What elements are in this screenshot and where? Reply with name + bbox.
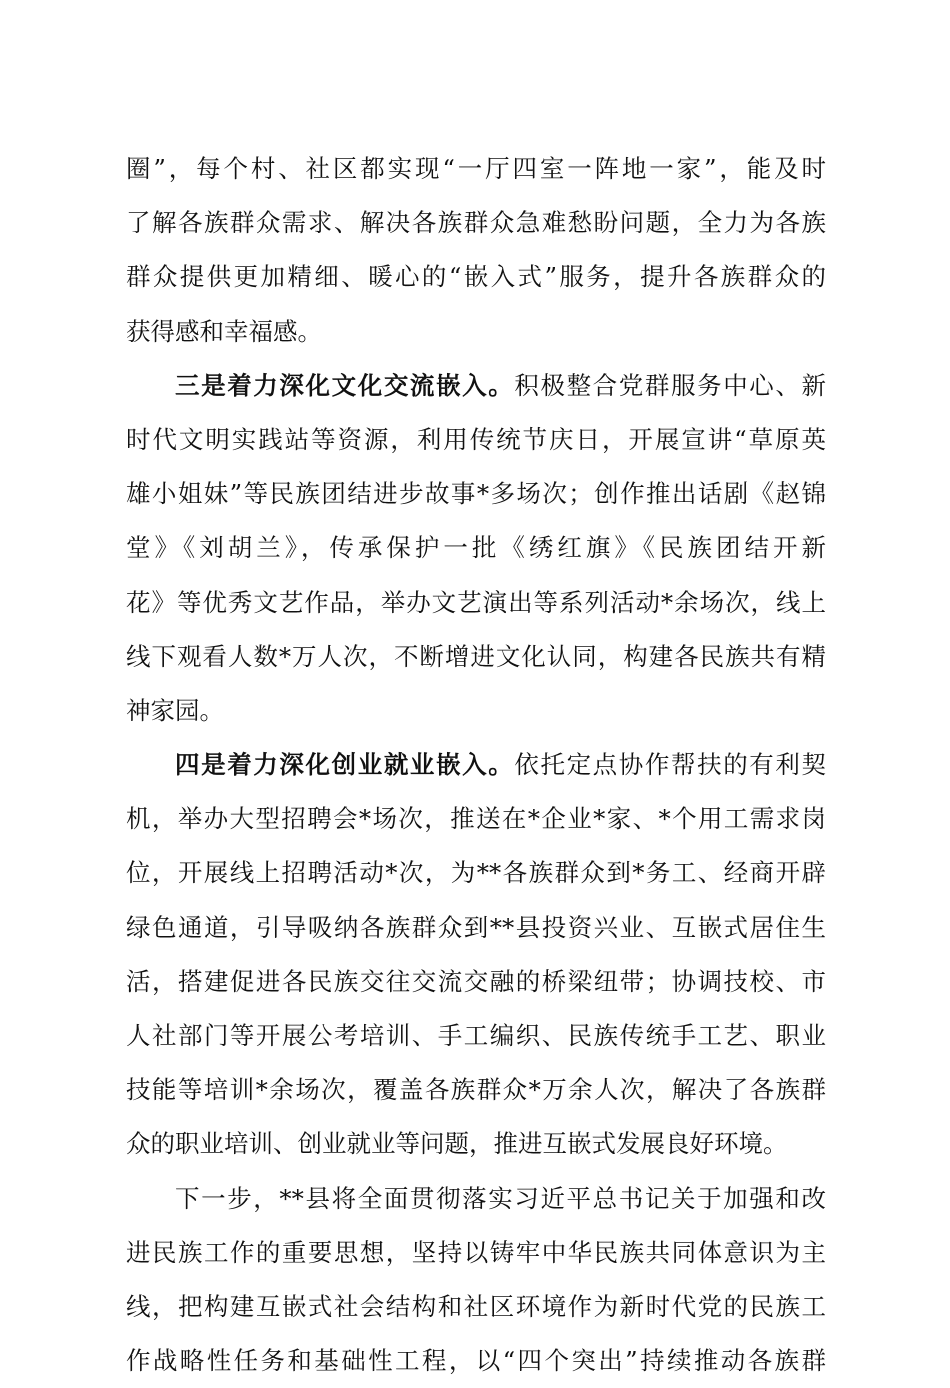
text-line: 活，搭建促进各民族交往交流交融的桥梁纽带；协调技校、市 — [126, 966, 826, 996]
text-line: 神家园。 — [126, 695, 224, 725]
text-line: 众的职业培训、创业就业等问题，推进互嵌式发展良好环境。 — [126, 1129, 788, 1159]
text-line: 花》等优秀文艺作品，举办文艺演出等系列活动*余场次，线上 — [126, 587, 826, 617]
text-line: 线下观看人数*万人次，不断增进文化认同，构建各民族共有精 — [126, 641, 826, 671]
text-line: 线，把构建互嵌式社会结构和社区环境作为新时代党的民族工 — [126, 1291, 826, 1321]
paragraph-lead-heading: 四是着力深化创业就业嵌入。 — [175, 750, 515, 780]
text-line: 时代文明实践站等资源，利用传统节庆日，开展宣讲“草原英 — [126, 424, 826, 454]
document-body — [126, 142, 826, 1388]
text-line: 获得感和幸福感。 — [126, 316, 322, 346]
text-line: 进民族工作的重要思想，坚持以铸牢中华民族共同体意识为主 — [126, 1237, 826, 1267]
text-line: 作战略性任务和基础性工程，以“四个突出”持续推动各族群 — [126, 1346, 826, 1376]
text-line: 堂》《刘胡兰》，传承保护一批《绣红旗》《民族团结开新 — [126, 533, 826, 563]
text-line: 雄小姐妹”等民族团结进步故事*多场次；创作推出话剧《赵锦 — [126, 479, 826, 509]
text-line: 了解各族群众需求、解决各族群众急难愁盼问题，全力为各族 — [126, 208, 826, 238]
text-line: 绿色通道，引导吸纳各族群众到**县投资兴业、互嵌式居住生 — [126, 912, 826, 942]
text-line: 群众提供更加精细、暖心的“嵌入式”服务，提升各族群众的 — [126, 262, 826, 292]
text-line: 圈”，每个村、社区都实现“一厅四室一阵地一家”，能及时 — [126, 154, 826, 183]
text-line: 人社部门等开展公考培训、手工编织、民族传统手工艺、职业 — [126, 1021, 826, 1050]
paragraph-first-line — [126, 738, 826, 792]
text-line: 位，开展线上招聘活动*次，为**各族群众到*务工、经商开辟 — [126, 858, 826, 888]
paragraph-first-line-text: 积极整合党群服务中心、新 — [514, 370, 827, 400]
paragraph-first-line: 下一步，**县将全面贯彻落实习近平总书记关于加强和改 — [175, 1183, 826, 1213]
paragraph-first-line — [126, 359, 826, 413]
paragraph-first-line-text: 依托定点协作帮扶的有利契 — [514, 750, 827, 780]
paragraph-lead-heading: 三是着力深化文化交流嵌入。 — [175, 370, 515, 400]
text-line: 技能等培训*余场次，覆盖各族群众*万余人次，解决了各族群 — [126, 1075, 826, 1105]
text-line: 机，举办大型招聘会*场次，推送在*企业*家、*个用工需求岗 — [126, 804, 826, 834]
